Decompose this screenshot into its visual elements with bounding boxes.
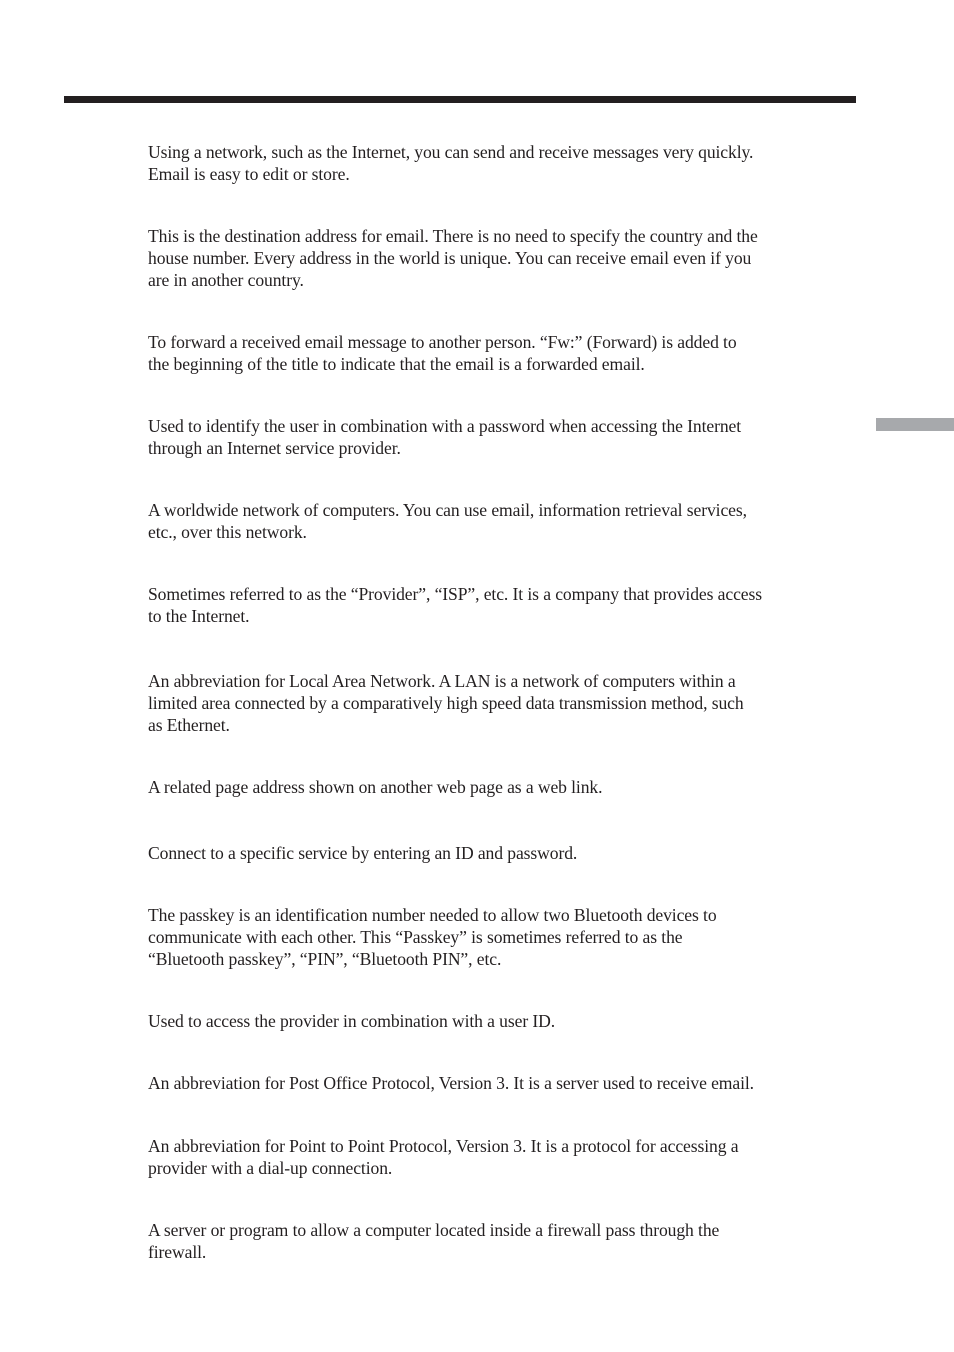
header-rule xyxy=(64,96,856,103)
definition-link xyxy=(148,776,860,798)
definition-line: An abbreviation for Local Area Network. A LAN is a network of computers within a xyxy=(148,671,736,691)
definition-line: communicate with each other. This “Passkey” is sometimes referred to as the xyxy=(148,927,683,947)
definition-line: as Ethernet. xyxy=(148,715,230,735)
definition-line: limited area connected by a comparatively high speed data transmission method, such xyxy=(148,693,744,713)
definition-line: A related page address shown on another web page as a web link. xyxy=(148,777,603,797)
definition-forward xyxy=(148,331,860,375)
definition-line: Sometimes referred to as the “Provider”, “ISP”, etc. It is a company that provides access xyxy=(148,584,763,604)
definition-line: An abbreviation for Point to Point Protocol, Version 3. It is a protocol for accessing a xyxy=(148,1136,739,1156)
definition-line: firewall. xyxy=(148,1242,207,1262)
definition-password xyxy=(148,1010,860,1032)
definition-lan xyxy=(148,670,860,736)
definition-line: The passkey is an identification number needed to allow two Bluetooth devices to xyxy=(148,905,717,925)
definition-line: An abbreviation for Post Office Protocol, Version 3. It is a server used to receive email. xyxy=(148,1073,754,1093)
definition-proxy xyxy=(148,1219,860,1263)
definition-line: etc., over this network. xyxy=(148,522,307,542)
definition-line: to the Internet. xyxy=(148,606,250,626)
definition-line: house number. Every address in the world is unique. You can receive email even if you xyxy=(148,248,752,268)
definition-line: Used to identify the user in combination with a password when accessing the Internet xyxy=(148,416,742,436)
definition-email xyxy=(148,141,860,185)
definition-line: Connect to a specific service by entering an ID and password. xyxy=(148,843,578,863)
definition-isp xyxy=(148,583,860,627)
definition-ppp xyxy=(148,1135,860,1179)
section-tab-marker xyxy=(876,418,954,431)
definition-internet xyxy=(148,499,860,543)
definition-email-address xyxy=(148,225,860,291)
definition-line: To forward a received email message to another person. “Fw:” (Forward) is added to xyxy=(148,332,737,352)
definition-line: Using a network, such as the Internet, you can send and receive messages very quickly. xyxy=(148,142,754,162)
definition-line: A server or program to allow a computer located inside a firewall pass through the xyxy=(148,1220,720,1240)
definition-line: through an Internet service provider. xyxy=(148,438,401,458)
definition-line: provider with a dial-up connection. xyxy=(148,1158,393,1178)
definition-line: “Bluetooth passkey”, “PIN”, “Bluetooth PIN”, etc. xyxy=(148,949,502,969)
definition-passkey xyxy=(148,904,860,970)
definition-user-id xyxy=(148,415,860,459)
definition-line: the beginning of the title to indicate that the email is a forwarded email. xyxy=(148,354,645,374)
definition-log-in xyxy=(148,842,860,864)
definition-line: This is the destination address for email. There is no need to specify the country and the xyxy=(148,226,758,246)
definition-line: A worldwide network of computers. You can use email, information retrieval services, xyxy=(148,500,747,520)
definition-pop3 xyxy=(148,1072,860,1094)
definition-line: Email is easy to edit or store. xyxy=(148,164,350,184)
definition-line: are in another country. xyxy=(148,270,304,290)
definition-line: Used to access the provider in combination with a user ID. xyxy=(148,1011,556,1031)
